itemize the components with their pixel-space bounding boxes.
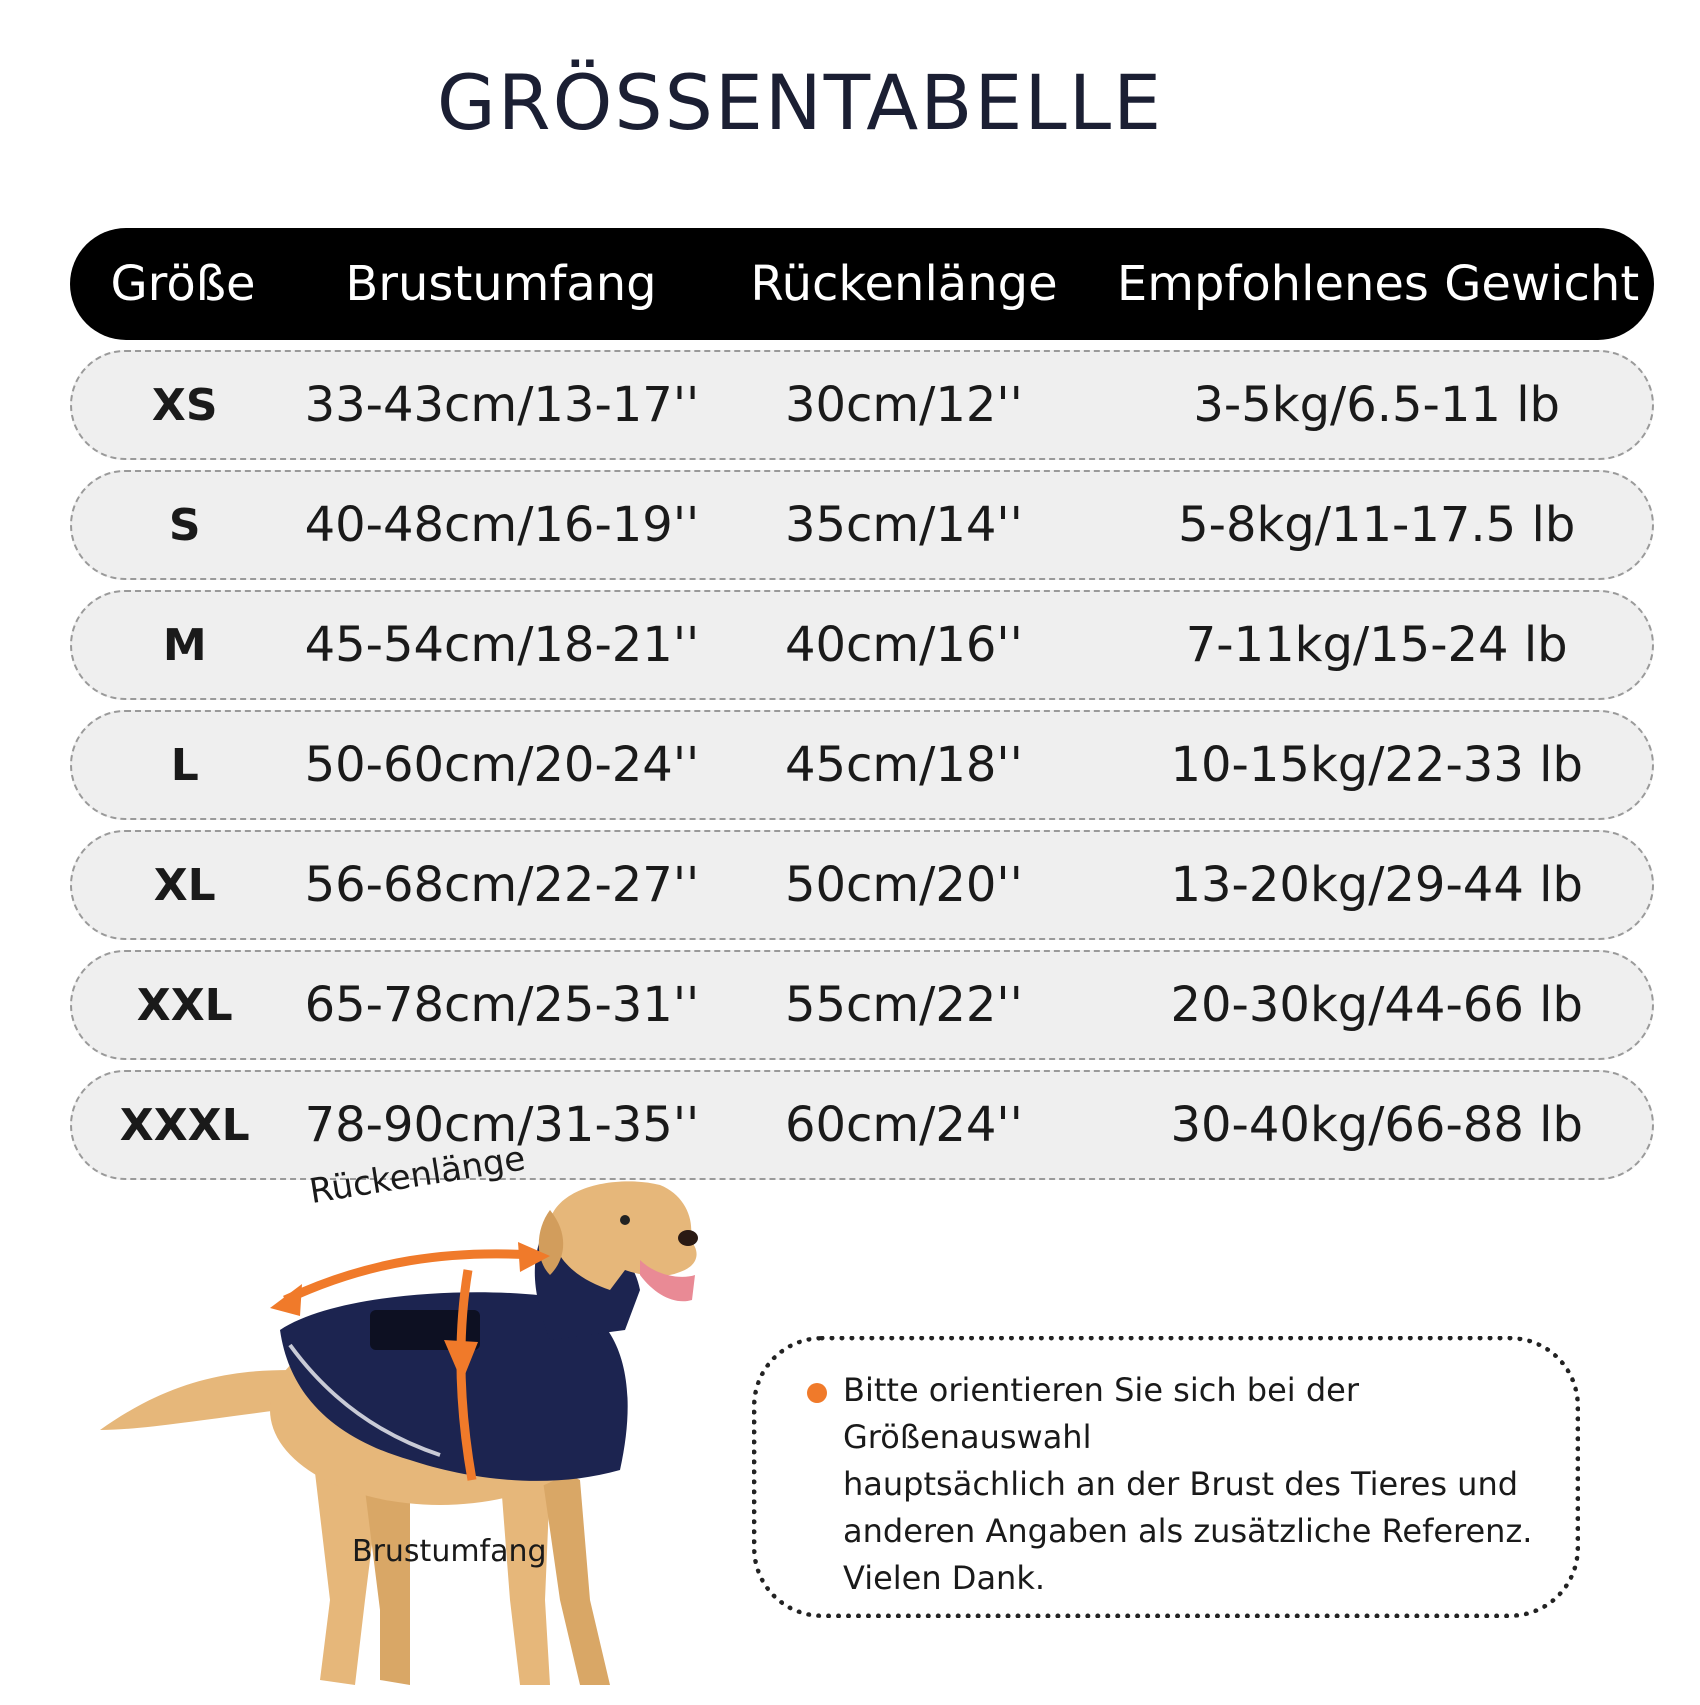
back-length-cell: 40cm/16'' (784, 617, 1023, 673)
header-back-length: Rückenlänge (750, 256, 1058, 312)
table-row (70, 830, 1654, 940)
size-cell: M (162, 619, 207, 671)
note-line: anderen Angaben als zusätzliche Referenz. (843, 1512, 1533, 1550)
table-row (70, 590, 1654, 700)
chest-cell: 78-90cm/31-35'' (304, 1097, 700, 1153)
weight-cell: 13-20kg/29-44 lb (1170, 857, 1583, 913)
weight-cell: 20-30kg/44-66 lb (1170, 977, 1583, 1033)
bullet-icon (807, 1383, 827, 1403)
header-weight: Empfohlenes Gewicht (1116, 256, 1640, 312)
back-length-cell: 55cm/22'' (784, 977, 1023, 1033)
back-length-cell: 30cm/12'' (784, 377, 1023, 433)
note-text (843, 1367, 1563, 1602)
page-title: GRÖSSENTABELLE (436, 58, 1164, 147)
note-box (752, 1336, 1580, 1618)
size-cell: XXL (136, 979, 233, 1031)
table-row (70, 950, 1654, 1060)
chest-cell: 56-68cm/22-27'' (304, 857, 700, 913)
table-row (70, 1070, 1654, 1180)
size-cell: XXXL (119, 1099, 250, 1151)
size-cell: S (168, 499, 201, 551)
note-line: hauptsächlich an der Brust des Tieres und (843, 1465, 1519, 1503)
header-size: Größe (110, 256, 256, 312)
note-line: Bitte orientieren Sie sich bei der Größenauswahl (843, 1371, 1359, 1456)
size-cell: L (170, 739, 199, 791)
note-line: Vielen Dank. (843, 1559, 1046, 1597)
table-row (70, 350, 1654, 460)
chest-cell: 65-78cm/25-31'' (304, 977, 700, 1033)
table-row (70, 470, 1654, 580)
table-row (70, 710, 1654, 820)
weight-cell: 30-40kg/66-88 lb (1170, 1097, 1583, 1153)
chest-cell: 33-43cm/13-17'' (304, 377, 700, 433)
chest-label: Brustumfang (352, 1534, 547, 1569)
size-cell: XL (153, 859, 216, 911)
size-cell: XS (151, 379, 218, 431)
chest-cell: 45-54cm/18-21'' (304, 617, 700, 673)
chest-cell: 40-48cm/16-19'' (304, 497, 700, 553)
weight-cell: 10-15kg/22-33 lb (1170, 737, 1583, 793)
dog-drawing (80, 1180, 780, 1700)
back-length-cell: 60cm/24'' (784, 1097, 1023, 1153)
weight-cell: 7-11kg/15-24 lb (1185, 617, 1568, 673)
table-header (70, 228, 1654, 340)
back-length-cell: 35cm/14'' (784, 497, 1023, 553)
chest-cell: 50-60cm/20-24'' (304, 737, 700, 793)
weight-cell: 5-8kg/11-17.5 lb (1178, 497, 1576, 553)
weight-cell: 3-5kg/6.5-11 lb (1193, 377, 1561, 433)
dog-illustration (80, 1138, 780, 1700)
size-table (70, 228, 1654, 1180)
back-length-cell: 50cm/20'' (784, 857, 1023, 913)
back-length-cell: 45cm/18'' (784, 737, 1023, 793)
back-length-label: Rückenlänge (306, 1138, 528, 1212)
header-chest: Brustumfang (345, 256, 657, 312)
